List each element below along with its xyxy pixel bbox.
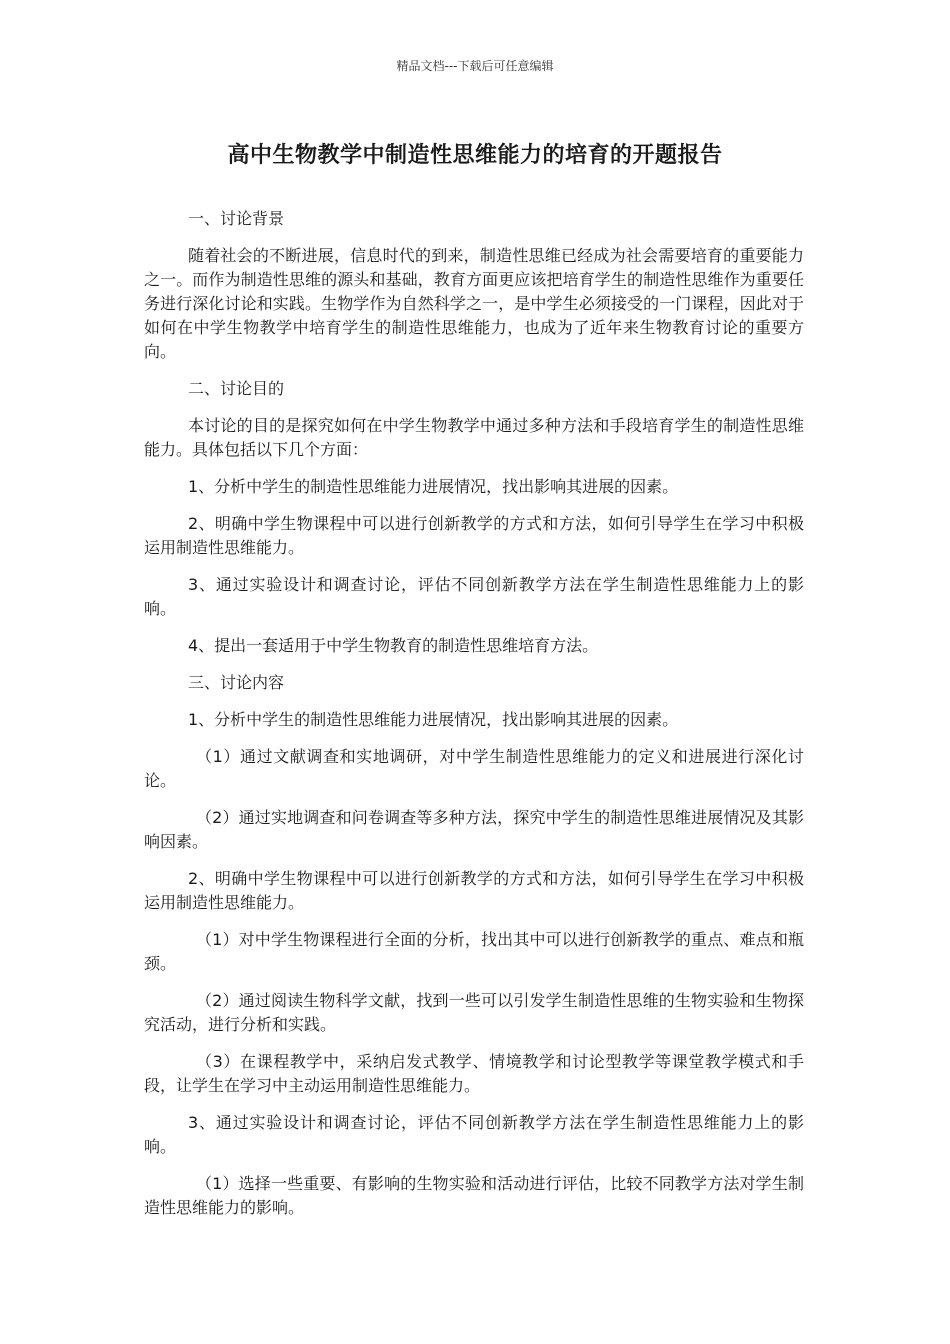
sub-list-item: （1）通过文献调查和实地调研，对中学生制造性思维能力的定义和进展进行深化讨论。 [144, 747, 804, 790]
document-body [144, 207, 804, 1233]
sub-list-item: （2）通过实地调查和问卷调查等多种方法，探究中学生的制造性思维进展情况及其影响因素。 [144, 808, 804, 851]
list-item: 4、提出一套适用于中学生物教育的制造性思维培育方法。 [188, 636, 599, 655]
body-paragraph: 随着社会的不断进展，信息时代的到来，制造性思维已经成为社会需要培育的重要能力之一。而作为制造性思维的源头和基础，教育方面更应该把培育学生的制造性思维作为重要任务进行深化讨论和实践。生物学作为自然科学之一，是中学生必须接受的一门课程，因此对于如何在中学生物教学中培育学生的制造性思维能力，也成为了近年来生物教育讨论的重要方向。 [144, 246, 804, 361]
list-item: 1、分析中学生的制造性思维能力进展情况，找出影响其进展的因素。 [188, 710, 679, 729]
list-item: 3、通过实验设计和调查讨论，评估不同创新教学方法在学生制造性思维能力上的影响。 [144, 575, 804, 618]
list-item: 3、通过实验设计和调查讨论，评估不同创新教学方法在学生制造性思维能力上的影响。 [144, 1113, 804, 1156]
section-heading-purpose: 二、讨论目的 [188, 379, 285, 398]
sub-list-item: （3）在课程教学中，采纳启发式教学、情境教学和讨论型教学等课堂教学模式和手段，让学生在学习中主动运用制造性思维能力。 [144, 1052, 804, 1095]
list-item: 2、明确中学生物课程中可以进行创新教学的方式和方法，如何引导学生在学习中积极运用制造性思维能力。 [144, 514, 804, 557]
sub-list-item: （2）通过阅读生物科学文献，找到一些可以引发学生制造性思维的生物实验和生物探究活动，进行分析和实践。 [144, 991, 804, 1034]
list-item: 1、分析中学生的制造性思维能力进展情况，找出影响其进展的因素。 [188, 477, 679, 496]
section-heading-background: 一、讨论背景 [188, 209, 285, 228]
list-item: 2、明确中学生物课程中可以进行创新教学的方式和方法，如何引导学生在学习中积极运用制造性思维能力。 [144, 869, 804, 912]
sub-list-item: （1）对中学生物课程进行全面的分析，找出其中可以进行创新教学的重点、难点和瓶颈。 [144, 930, 804, 973]
page-header: 精品文档---下载后可任意编辑 [396, 59, 554, 73]
section-heading-content: 三、讨论内容 [188, 673, 285, 692]
body-paragraph: 本讨论的目的是探究如何在中学生物教学中通过多种方法和手段培育学生的制造性思维能力。具体包括以下几个方面： [144, 416, 804, 459]
sub-list-item: （1）选择一些重要、有影响的生物实验和活动进行评估，比较不同教学方法对学生制造性思维能力的影响。 [144, 1174, 804, 1217]
document-title: 高中生物教学中制造性思维能力的培育的开题报告 [227, 143, 723, 168]
